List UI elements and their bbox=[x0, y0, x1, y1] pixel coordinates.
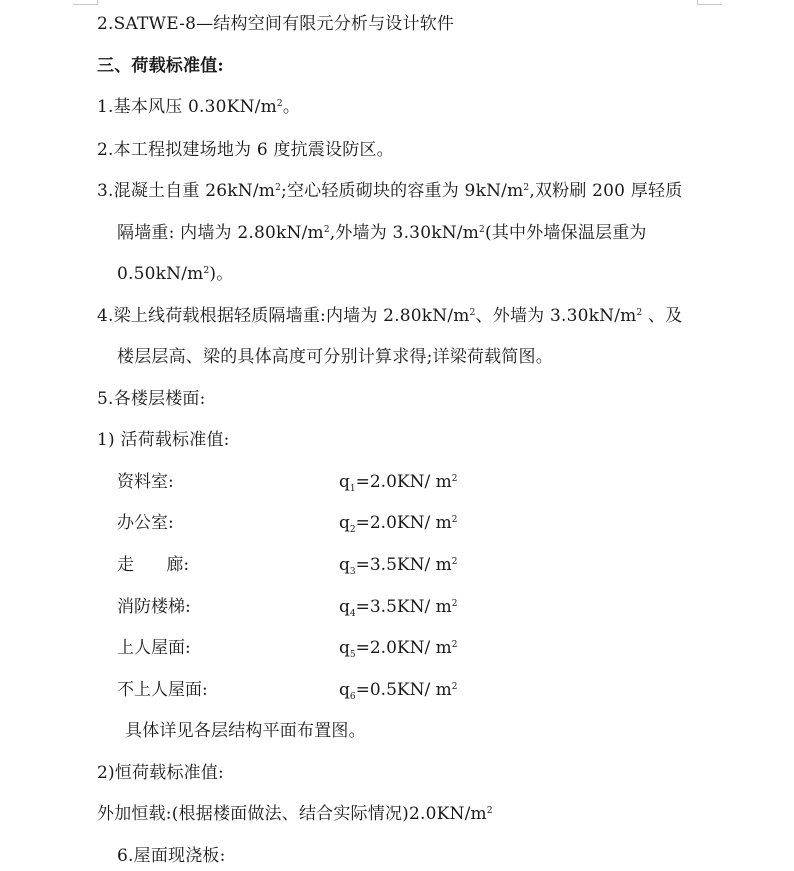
section-heading-loads: 三、荷载标准值: bbox=[97, 56, 224, 76]
live-load-value: $q_4=3.5KN/$ $m^2$ bbox=[339, 597, 458, 619]
line-insulation-weight: $0.50kN/m^2$)。 bbox=[117, 264, 234, 284]
live-load-value: $q_6=0.5KN/$ $m^2$ bbox=[339, 680, 458, 702]
line-partition-weight: 隔墙重: 内墙为 $2.80kN/m^2$,外墙为 $3.30kN/m^2$(其中外墙保温层重为 bbox=[117, 223, 647, 243]
live-load-value: $q_2=2.0KN/$ $m^2$ bbox=[339, 513, 458, 535]
live-load-value: $q_3=3.5KN/$ $m^2$ bbox=[339, 555, 458, 577]
line-dead-load-title: 2)恒荷载标准值: bbox=[97, 763, 224, 783]
live-load-label: 走 廊: bbox=[117, 555, 190, 575]
line-beam-load: 4.梁上线荷载根据轻质隔墙重:内墙为 $2.80kN/m^2$、外墙为 $3.30kN/m^2$ 、及 bbox=[97, 306, 683, 326]
live-load-value: $q_5=2.0KN/$ $m^2$ bbox=[339, 638, 458, 660]
line-wind-pressure: 1.基本风压 $0.30KN/m^2$。 bbox=[97, 97, 301, 117]
line-seismic-zone: 2.本工程拟建场地为 6 度抗震设防区。 bbox=[97, 140, 394, 160]
live-load-label: 资料室: bbox=[117, 472, 174, 492]
line-self-weight: 3.混凝土自重 $26kN/m^2$;空心轻质砌块的容重为 $9kN/m^2$,双粉刷 200 厚轻质 bbox=[97, 181, 683, 201]
live-load-label: 不上人屋面: bbox=[117, 680, 208, 700]
live-load-label: 消防楼梯: bbox=[117, 597, 191, 617]
live-load-value: $q_1=2.0KN/$ $m^2$ bbox=[339, 472, 458, 494]
line-software: 2.SATWE-8—结构空间有限元分析与设计软件 bbox=[97, 14, 455, 34]
line-floors: 5.各楼层楼面: bbox=[97, 389, 206, 409]
line-live-load-title: 1) 活荷载标准值: bbox=[97, 430, 230, 450]
page-corner-mark-right bbox=[697, 0, 722, 5]
line-see-plans: 具体详见各层结构平面布置图。 bbox=[125, 721, 366, 741]
live-load-label: 上人屋面: bbox=[117, 638, 191, 658]
line-added-dead-load: 外加恒载:(根据楼面做法、结合实际情况)$2.0KN/m^2$ bbox=[97, 804, 493, 824]
line-roof-slab: 6.屋面现浇板: bbox=[117, 846, 226, 866]
line-beam-load-cont: 楼层层高、梁的具体高度可分别计算求得;详梁荷载简图。 bbox=[117, 347, 553, 367]
live-load-label: 办公室: bbox=[117, 513, 174, 533]
page-corner-mark-left bbox=[73, 0, 98, 5]
